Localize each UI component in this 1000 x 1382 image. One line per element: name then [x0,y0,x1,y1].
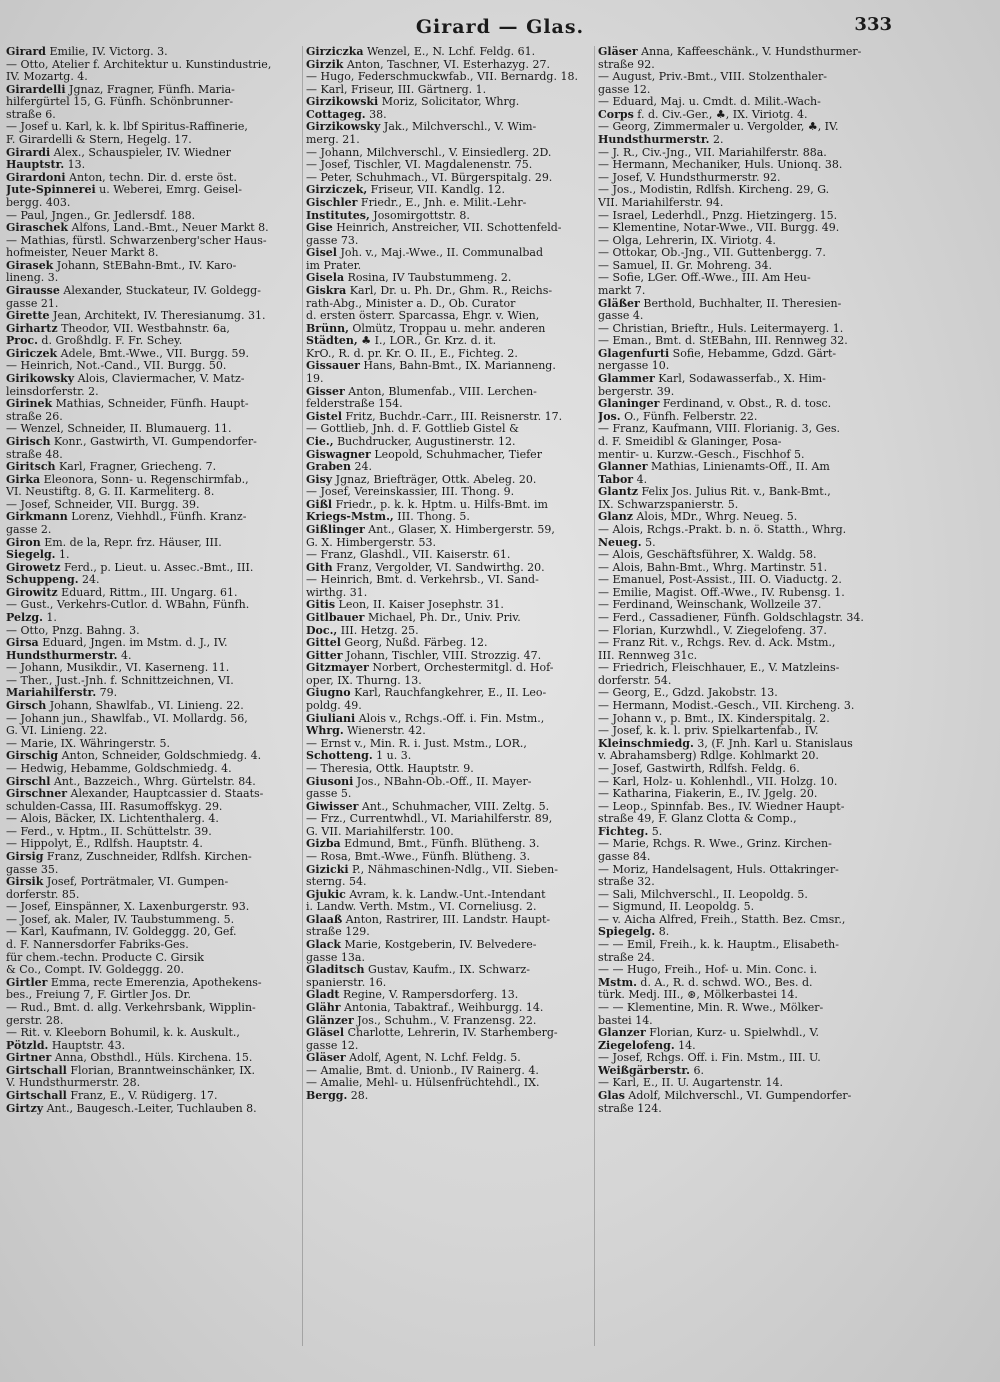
directory-line: — v. Aicha Alfred, Freih., Statth. Bez. Cmsr., [598,912,846,926]
directory-line: Fichteg. 5. [598,824,663,838]
directory-line: VII. Mariahilferstr. 94. [598,195,724,209]
directory-line: — Hedwig, Hebamme, Goldschmiedg. 4. [6,761,232,775]
directory-line: mentir- u. Kurzw.-Gesch., Fischhof 5. [598,447,805,461]
directory-line: — Georg, E., Gdzd. Jakobstr. 13. [598,686,778,700]
directory-line: gasse 21. [6,296,59,310]
directory-line: Girschig Anton, Schneider, Goldschmiedg. 4. [6,749,262,763]
directory-line: Giritsch Karl, Fragner, Griecheng. 7. [6,460,217,474]
directory-line: Jos. O., Fünfh. Felberstr. 22. [598,409,758,423]
directory-column-2 [306,46,592,1103]
directory-line: — Heinrich, Not.-Cand., VII. Burgg. 50. [6,359,227,373]
directory-line: Girziczka Wenzel, E., N. Lchf. Feldg. 61. [306,46,536,58]
directory-line: Gittel Georg, Nußd. Färbeg. 12. [306,636,488,650]
directory-line: Girtschall Franz, E., V. Rüdigerg. 17. [6,1088,218,1102]
directory-line: — Josef, ak. Maler, IV. Taubstummeng. 5. [6,912,235,926]
directory-line: Siegelg. 1. [6,548,70,562]
directory-line: Neueg. 5. [598,535,656,549]
directory-line: — Josef, Rchgs. Off. i. Fin. Mstm., III. U. [598,1051,821,1065]
directory-column-3 [598,46,898,1115]
directory-line: Giwisser Ant., Schuhmacher, VIII. Zeltg. 5. [306,799,550,813]
directory-line: — Amalie, Bmt. d. Unionb., IV Rainerg. 4. [306,1063,539,1077]
directory-line: Gläßer Berthold, Buchhalter, II. Theresien- [598,296,842,310]
directory-line: Glaaß Anton, Rastrirer, III. Landstr. Haupt- [306,912,551,926]
directory-line: Giskra Karl, Dr. u. Ph. Dr., Ghm. R., Reichs- [306,283,553,297]
directory-line: Gladitsch Gustav, Kaufm., IX. Schwarz- [306,963,530,977]
directory-line: leinsdorferstr. 2. [6,384,99,398]
directory-line: wirthg. 31. [306,585,368,599]
directory-line: Gistel Fritz, Buchdr.-Carr., III. Reisnerstr. 17. [306,409,563,423]
directory-line: — Otto, Atelier f. Architektur u. Kunstindustrie, [6,57,272,71]
directory-line: — August, Priv.-Bmt., VIII. Stolzenthaler- [598,70,827,84]
directory-line: hofmeister, Neuer Markt 8. [6,246,159,260]
directory-line: — Franz, Glashdl., VII. Kaiserstr. 61. [306,548,511,562]
directory-line: Girinek Mathias, Schneider, Fünfh. Haupt- [6,397,249,411]
directory-line: — Hippolyt, E., Rdlfsh. Hauptstr. 4. [6,837,203,851]
directory-line: — Mathias, fürstl. Schwarzenberg'scher Haus- [6,233,267,247]
directory-line: Gitis Leon, II. Kaiser Josephstr. 31. [306,598,504,612]
directory-line: Kleinschmiedg. 3, (F. Jnh. Karl u. Stanislaus [598,736,853,750]
directory-line: dorferstr. 85. [6,887,80,901]
directory-line: Girtler Emma, recte Emerenzia, Apothekens- [6,975,262,989]
directory-line: — Katharina, Fiakerin, E., IV. Jgelg. 20. [598,787,818,801]
directory-line: — Josef, Schneider, VII. Burgg. 39. [6,497,200,511]
directory-line: — Friedrich, Fleischhauer, E., V. Matzleins- [598,661,840,675]
directory-line: Gitlbauer Michael, Ph. Dr., Univ. Priv. [306,611,521,625]
directory-line: Giusoni Jos., NBahn-Ob.-Off., II. Mayer- [306,774,532,788]
directory-line: v. Abrahamsberg) Rdlge. Kohlmarkt 20. [598,749,819,763]
directory-line: gasse 4. [598,309,644,323]
directory-line: hilfergürtel 15, G. Fünfh. Schönbrunner- [6,95,234,109]
directory-line: i. Landw. Verth. Mstm., VI. Corneliusg. 2. [306,900,537,914]
directory-line: — Johann jun., Shawlfab., VI. Mollardg. 56, [6,711,248,725]
directory-line: Glas Adolf, Milchverschl., VI. Gumpendorfer- [598,1088,852,1102]
directory-line: Doc., III. Hetzg. 25. [306,623,419,637]
directory-line: — Hermann, Modist.-Gesch., VII. Kircheng. 3. [598,699,855,713]
directory-line: gerstr. 28. [6,1013,64,1027]
directory-line: Gißlinger Ant., Glaser, X. Himbergerstr. 59, [306,522,555,536]
directory-line: Gissauer Hans, Bahn-Bmt., IX. Marianneng. [306,359,556,373]
directory-line: Ziegelofeng. 14. [598,1038,696,1052]
directory-line: — Klementine, Notar-Wwe., VII. Burgg. 49. [598,221,840,235]
directory-line: III. Rennweg 31c. [598,648,698,662]
directory-line: Proc. d. Großhdlg. F. Fr. Schey. [6,334,183,348]
directory-line: — — Hugo, Freih., Hof- u. Min. Conc. i. [598,963,818,977]
directory-line: Girzik Anton, Taschner, VI. Esterhazyg. 27. [306,57,550,71]
directory-line: Glagenfurti Sofie, Hebamme, Gdzd. Gärt- [598,346,837,360]
directory-line: — J. R., Civ.-Jng., VII. Mariahilferstr. 88a. [598,145,827,159]
page-header [0,14,1000,42]
directory-line: — — Klementine, Min. R. Wwe., Mölker- [598,1000,824,1014]
directory-line: bastei 14. [598,1013,653,1027]
directory-line: V. Hundsthurmerstr. 28. [6,1076,141,1090]
directory-line: G. X. Himbergerstr. 53. [306,535,436,549]
directory-line: Schuppeng. 24. [6,573,100,587]
directory-line: Glanz Alois, MDr., Whrg. Neueg. 5. [598,510,798,524]
directory-line: Girardelli Jgnaz, Fragner, Fünfh. Maria- [6,82,235,96]
directory-line: Hundsthurmerstr. 4. [6,648,132,662]
directory-line: Brünn, Olmütz, Troppau u. mehr. anderen [306,321,546,335]
directory-line: Mstm. d. A., R. d. schwd. WO., Bes. d. [598,975,813,989]
directory-line: — Ferd., v. Hptm., II. Schüttelstr. 39. [6,824,212,838]
directory-line: Glanzer Florian, Kurz- u. Spielwhdl., V. [598,1026,820,1040]
directory-line: Gitzmayer Norbert, Orchestermitgl. d. Hof- [306,661,554,675]
directory-line: Gjukic Avram, k. k. Landw.-Unt.-Intendant [306,887,546,901]
directory-line: — Moriz, Handelsagent, Huls. Ottakringer- [598,862,839,876]
directory-line: — Alois, Geschäftsführer, X. Waldg. 58. [598,548,817,562]
directory-line: merg. 21. [306,133,360,147]
directory-line: d. F. Smeidibl & Glaninger, Posa- [598,434,782,448]
directory-line: dorferstr. 54. [598,673,672,687]
directory-line: straße 124. [598,1101,662,1115]
directory-line: türk. Medj. III., ⊛, Mölkerbastei 14. [598,988,798,1002]
directory-line: — Peter, Schuhmach., VI. Bürgerspitalg. 29. [306,170,553,184]
directory-line: Girschl Ant., Bazzeich., Whrg. Gürtelstr. 84. [6,774,256,788]
directory-line: — Paul, Jngen., Gr. Jedlersdf. 188. [6,208,196,222]
directory-line: Giron Em. de la, Repr. frz. Häuser, III. [6,535,222,549]
directory-line: Giuliani Alois v., Rchgs.-Off. i. Fin. Mstm., [306,711,545,725]
directory-line: Gisser Anton, Blumenfab., VIII. Lerchen- [306,384,537,398]
directory-line: schulden-Cassa, III. Rasumoffskyg. 29. [6,799,223,813]
directory-line: Gischler Friedr., E., Jnh. e. Milit.-Lehr- [306,195,527,209]
directory-line: gasse 12. [306,1038,359,1052]
directory-line: Gläsel Charlotte, Lehrerin, IV. Starhemberg- [306,1026,558,1040]
directory-line: im Prater. [306,258,362,272]
directory-line: Gizba Edmund, Bmt., Fünfh. Blütheng. 3. [306,837,540,851]
directory-line: Girsig Franz, Zuschneider, Rdlfsh. Kirchen- [6,850,252,863]
directory-line: — Josef, Vereinskassier, III. Thong. 9. [306,485,515,499]
directory-line: — Georg, Zimmermaler u. Vergolder, ♣, IV. [598,120,839,134]
directory-line: — Josef, Einspänner, X. Laxenburgerstr. 93. [6,900,250,914]
directory-line: — Sigmund, II. Leopoldg. 5. [598,900,755,914]
directory-line: Giriczek Adele, Bmt.-Wwe., VII. Burgg. 59. [6,346,250,360]
directory-line: Gisela Rosina, IV Taubstummeng. 2. [306,271,512,285]
directory-line: G. VII. Mariahilferstr. 100. [306,824,454,838]
directory-line: — Ferdinand, Weinschank, Wollzeile 37. [598,598,822,612]
directory-line: Whrg. Wienerstr. 42. [306,724,426,738]
directory-line: Institutes, Josomirgottstr. 8. [306,208,470,222]
directory-line: gasse 12. [598,82,651,96]
directory-line: Girsik Josef, Porträtmaler, VI. Gumpen- [6,875,229,889]
directory-line: Girzikowsky Jak., Milchverschl., V. Wim- [306,120,537,134]
directory-line: Girschner Alexander, Hauptcassier d. Staats- [6,787,264,801]
directory-line: — Olga, Lehrerin, IX. Viriotg. 4. [598,233,776,247]
directory-line: Mariahilferstr. 79. [6,686,118,700]
directory-line: Glammer Karl, Sodawasserfab., X. Him- [598,372,826,386]
directory-line: — Ernst v., Min. R. i. Just. Mstm., LOR., [306,736,527,750]
directory-line: straße 24. [598,950,655,964]
directory-line: für chem.-techn. Producte C. Girsik [6,950,204,964]
directory-line: Girette Jean, Architekt, IV. Theresianumg. 31. [6,309,266,323]
directory-line: Girowitz Eduard, Rittm., III. Ungarg. 61. [6,585,238,599]
directory-line: Gith Franz, Vergolder, VI. Sandwirthg. 20. [306,560,545,574]
directory-line: Gißl Friedr., p. k. k. Hptm. u. Hilfs-Bmt. im [306,497,548,511]
directory-line: Girasek Johann, StEBahn-Bmt., IV. Karo- [6,258,237,272]
directory-line: gasse 2. [6,522,52,536]
directory-line: d. F. Nannersdorfer Fabriks-Ges. [6,938,189,952]
directory-line: bergg. 403. [6,195,71,209]
directory-line: straße 26. [6,409,63,423]
directory-line: gasse 5. [306,787,352,801]
directory-line: Cottageg. 38. [306,107,387,121]
directory-line: Bergg. 28. [306,1088,369,1102]
directory-line: Jute-Spinnerei u. Weberei, Emrg. Geisel- [6,183,242,197]
directory-line: Glantz Felix Jos. Julius Rit. v., Bank-Bmt., [598,485,831,499]
directory-line: Gisy Jgnaz, Briefträger, Ottk. Abeleg. 20. [306,472,537,486]
directory-line: — Ferd., Cassadiener, Fünfh. Goldschlagstr. 34. [598,611,864,625]
directory-line: straße 92. [598,57,655,71]
directory-line: — Amalie, Mehl- u. Hülsenfrüchtehdl., IX. [306,1076,540,1090]
directory-line: Girsa Eduard, Jngen. im Mstm. d. J., IV. [6,636,228,650]
directory-line: Girtzy Ant., Baugesch.-Leiter, Tuchlauben 8. [6,1101,257,1115]
directory-line: Corps f. d. Civ.-Ger., ♣, IX. Viriotg. 4. [598,107,808,121]
directory-line: gasse 13a. [306,950,365,964]
directory-line: — Hermann, Mechaniker, Huls. Unionq. 38. [598,158,843,172]
directory-line: Glähr Antonia, Tabaktraf., Weihburgg. 14. [306,1000,544,1014]
directory-line: KrO., R. d. pr. Kr. O. II., E., Fichteg. 2. [306,346,518,360]
directory-line: — Rud., Bmt. d. allg. Verkehrsbank, Wipplin- [6,1000,256,1014]
directory-line: — Karl, Friseur, III. Gärtnerg. 1. [306,82,487,96]
directory-line: oper, IX. Thurng. 13. [306,673,422,687]
directory-line: Schotteng. 1 u. 3. [306,749,412,763]
directory-line: Cie., Buchdrucker, Augustinerstr. 12. [306,434,516,448]
directory-line: Girhartz Theodor, VII. Westbahnstr. 6a, [6,321,230,335]
directory-line: Girard Emilie, IV. Victorg. 3. [6,46,168,58]
directory-line: bergerstr. 39. [598,384,675,398]
directory-line: straße 6. [6,107,56,121]
directory-line: straße 129. [306,925,370,939]
directory-line: — Josef u. Karl, k. k. lbf Spiritus-Raffinerie, [6,120,248,134]
directory-line: — Alois, Rchgs.-Prakt. b. n. ö. Statth., Whrg. [598,522,847,536]
directory-line: — Gust., Verkehrs-Cutlor. d. WBahn, Fünfh. [6,598,250,612]
directory-line: — Ottokar, Ob.-Jng., VII. Guttenbergg. 7. [598,246,826,260]
directory-line: Giraschek Alfons, Land.-Bmt., Neuer Markt 8. [6,221,269,235]
directory-line: — Israel, Lederhdl., Pnzg. Hietzingerg. 15. [598,208,838,222]
directory-line: — Christian, Brieftr., Huls. Leitermayerg. 1. [598,321,844,335]
directory-line: Girowetz Ferd., p. Lieut. u. Assec.-Bmt., III. [6,560,254,574]
directory-line: Kriegs-Mstm., III. Thong. 5. [306,510,470,524]
directory-line: markt 7. [598,283,646,297]
directory-line: — Otto, Pnzg. Bahng. 3. [6,623,140,637]
directory-line: Girikowsky Alois, Claviermacher, V. Matz- [6,372,245,386]
directory-line: Gise Heinrich, Anstreicher, VII. Schottenfeld- [306,221,562,235]
directory-line: Girzikowski Moriz, Solicitator, Whrg. [306,95,520,109]
directory-line: VI. Neustiftg. 8, G. II. Karmeliterg. 8. [6,485,215,499]
directory-line: IX. Schwarzspanierstr. 5. [598,497,739,511]
running-title: Girard — Glas. [415,16,585,38]
directory-line: Gizicki P., Nähmaschinen-Ndlg., VII. Sieben- [306,862,558,876]
directory-column-1 [6,46,302,1115]
directory-line: Glack Marie, Kostgeberin, IV. Belvedere- [306,938,537,952]
directory-line: — Josef, Tischler, VI. Magdalenenstr. 75. [306,158,533,172]
directory-line: — Josef, V. Hundsthurmerstr. 92. [598,170,781,184]
directory-line: — Eduard, Maj. u. Cmdt. d. Milit.-Wach- [598,95,821,109]
directory-line: — Franz Rit. v., Rchgs. Rev. d. Ack. Mstm., [598,636,836,650]
directory-line: — Karl, E., II. U. Augartenstr. 14. [598,1076,784,1090]
directory-line: — Sali, Milchverschl., II. Leopoldg. 5. [598,887,808,901]
directory-line: Spiegelg. 8. [598,925,670,939]
directory-line: Hauptstr. 13. [6,158,86,172]
directory-line: — Ther., Just.-Jnh. f. Schnittzeichnen, VI. [6,673,234,687]
directory-line: nergasse 10. [598,359,670,373]
directory-line: Tabor 4. [598,472,648,486]
directory-line: 19. [306,372,324,386]
directory-line: — Eman., Bmt. d. StEBahn, III. Rennweg 32. [598,334,848,348]
directory-line: sterng. 54. [306,875,367,889]
directory-line: lineng. 3. [6,271,59,285]
directory-line: Giugno Karl, Rauchfangkehrer, E., II. Leo- [306,686,547,700]
directory-line: — Johann, Milchverschl., V. Einsiedlerg. 2D. [306,145,552,159]
directory-line: — Johann, Musikdir., VI. Kaserneng. 11. [6,661,230,675]
directory-line: gasse 73. [306,233,359,247]
directory-line: — Rosa, Bmt.-Wwe., Fünfh. Blütheng. 3. [306,850,531,863]
directory-line: — Emanuel, Post-Assist., III. O. Viaductg. 2. [598,573,842,587]
directory-line: — Wenzel, Schneider, II. Blumauerg. 11. [6,422,232,436]
directory-line: Pelzg. 1. [6,611,57,625]
directory-line: — Josef, k. k. l. priv. Spielkartenfab., IV. [598,724,819,738]
directory-line: — — Emil, Freih., k. k. Hauptm., Elisabeth- [598,938,839,952]
directory-line: Städten, ♣ I., LOR., Gr. Krz. d. it. [306,334,497,348]
directory-line: straße 48. [6,447,63,461]
directory-line: bes., Freiung 7, F. Girtler Jos. Dr. [6,988,192,1002]
directory-line: Glänzer Jos., Schuhm., V. Franzensg. 22. [306,1013,537,1027]
directory-line: Gläser Anna, Kaffeeschänk., V. Hundsthurmer- [598,46,862,58]
directory-line: — Florian, Kurzwhdl., V. Ziegelofeng. 37. [598,623,827,637]
directory-line: spanierstr. 16. [306,975,387,989]
column-divider [594,46,595,1346]
directory-line: Hundsthurmerstr. 2. [598,133,724,147]
directory-line: Girausse Alexander, Stuckateur, IV. Goldegg- [6,283,261,297]
directory-line: — Marie, Rchgs. R. Wwe., Grinz. Kirchen- [598,837,832,851]
directory-line: — Alois, Bäcker, IX. Lichtenthalerg. 4. [6,812,219,826]
directory-line: — Franz, Kaufmann, VIII. Florianig. 3, Ges. [598,422,841,436]
directory-line: F. Girardelli & Stern, Hegelg. 17. [6,133,192,147]
directory-line: — Leop., Spinnfab. Bes., IV. Wiedner Haupt- [598,799,845,813]
directory-line: IV. Mozartg. 4. [6,70,88,84]
directory-line: — Frz., Currentwhdl., VI. Mariahilferstr. 89, [306,812,553,826]
directory-line: Gladt Regine, V. Rampersdorferg. 13. [306,988,519,1002]
directory-line: — Alois, Bahn-Bmt., Whrg. Martinstr. 51. [598,560,828,574]
directory-line: Girardoni Anton, techn. Dir. d. erste öst. [6,170,237,184]
directory-line: — Rit. v. Kleeborn Bohumil, k. k. Auskult., [6,1026,240,1040]
directory-line: rath-Abg., Minister a. D., Ob. Curator [306,296,516,310]
directory-line: Girtschall Florian, Branntweinschänker, IX. [6,1063,255,1077]
directory-line: Girka Eleonora, Sonn- u. Regenschirmfab., [6,472,249,486]
directory-line: straße 49, F. Glanz Clotta & Comp., [598,812,797,826]
directory-line: Weißgärberstr. 6. [598,1063,704,1077]
page-number: 333 [854,14,892,35]
directory-line: — Jos., Modistin, Rdlfsh. Kircheng. 29, G. [598,183,830,197]
directory-line: straße 32. [598,875,655,889]
directory-line: Girtner Anna, Obsthdl., Hüls. Kirchena. 15. [6,1051,253,1065]
directory-line: Girardi Alex., Schauspieler, IV. Wiedner [6,145,231,159]
directory-line: Gläser Adolf, Agent, N. Lchf. Feldg. 5. [306,1051,521,1065]
directory-line: & Co., Compt. IV. Goldeggg. 20. [6,963,184,977]
column-divider [302,46,303,1346]
directory-line: Gisel Joh. v., Maj.-Wwe., II. Communalbad [306,246,543,260]
directory-line: Graben 24. [306,460,373,474]
directory-line: Giswagner Leopold, Schuhmacher, Tiefer [306,447,542,461]
directory-line: Girsch Johann, Shawlfab., VI. Linieng. 22. [6,699,244,713]
directory-line: Girisch Konr., Gastwirth, VI. Gumpendorfer- [6,434,257,448]
directory-line: — Karl, Kaufmann, IV. Goldeggg. 20, Gef. [6,925,237,939]
directory-line: — Samuel, II. Gr. Mohreng. 34. [598,258,772,272]
directory-line: — Marie, IX. Währingerstr. 5. [6,736,171,750]
directory-line: — Gottlieb, Jnh. d. F. Gottlieb Gistel & [306,422,519,436]
directory-line: d. ersten österr. Sparcassa, Ehgr. v. Wien, [306,309,540,323]
directory-line: Gitter Johann, Tischler, VIII. Strozzig. 47. [306,648,542,662]
directory-line: Pötzld. Hauptstr. 43. [6,1038,126,1052]
directory-line: gasse 35. [6,862,59,876]
directory-line: G. VI. Linieng. 22. [6,724,108,738]
directory-line: Girkmann Lorenz, Viehhdl., Fünfh. Kranz- [6,510,247,524]
directory-line: felderstraße 154. [306,397,403,411]
directory-line: — Emilie, Magist. Off.-Wwe., IV. Rubensg. 1. [598,585,845,599]
directory-line: — Hugo, Federschmuckwfab., VII. Bernardg. 18. [306,70,578,84]
directory-line: poldg. 49. [306,699,362,713]
directory-line: Glaninger Ferdinand, v. Obst., R. d. tosc. [598,397,832,411]
directory-line: gasse 84. [598,850,651,863]
directory-line: — Johann v., p. Bmt., IX. Kinderspitalg. 2. [598,711,830,725]
directory-line: Girziczek, Friseur, VII. Kandlg. 12. [306,183,505,197]
directory-line: — Karl, Holz- u. Kohlenhdl., VII. Holzg. 10. [598,774,838,788]
directory-line: — Josef, Gastwirth, Rdlfsh. Feldg. 6. [598,761,800,775]
directory-line: Glanner Mathias, Linienamts-Off., II. Am [598,460,830,474]
directory-line: — Sofie, LGer. Off.-Wwe., III. Am Heu- [598,271,811,285]
directory-line: — Theresia, Ottk. Hauptstr. 9. [306,761,474,775]
directory-line: — Heinrich, Bmt. d. Verkehrsb., VI. Sand- [306,573,539,587]
